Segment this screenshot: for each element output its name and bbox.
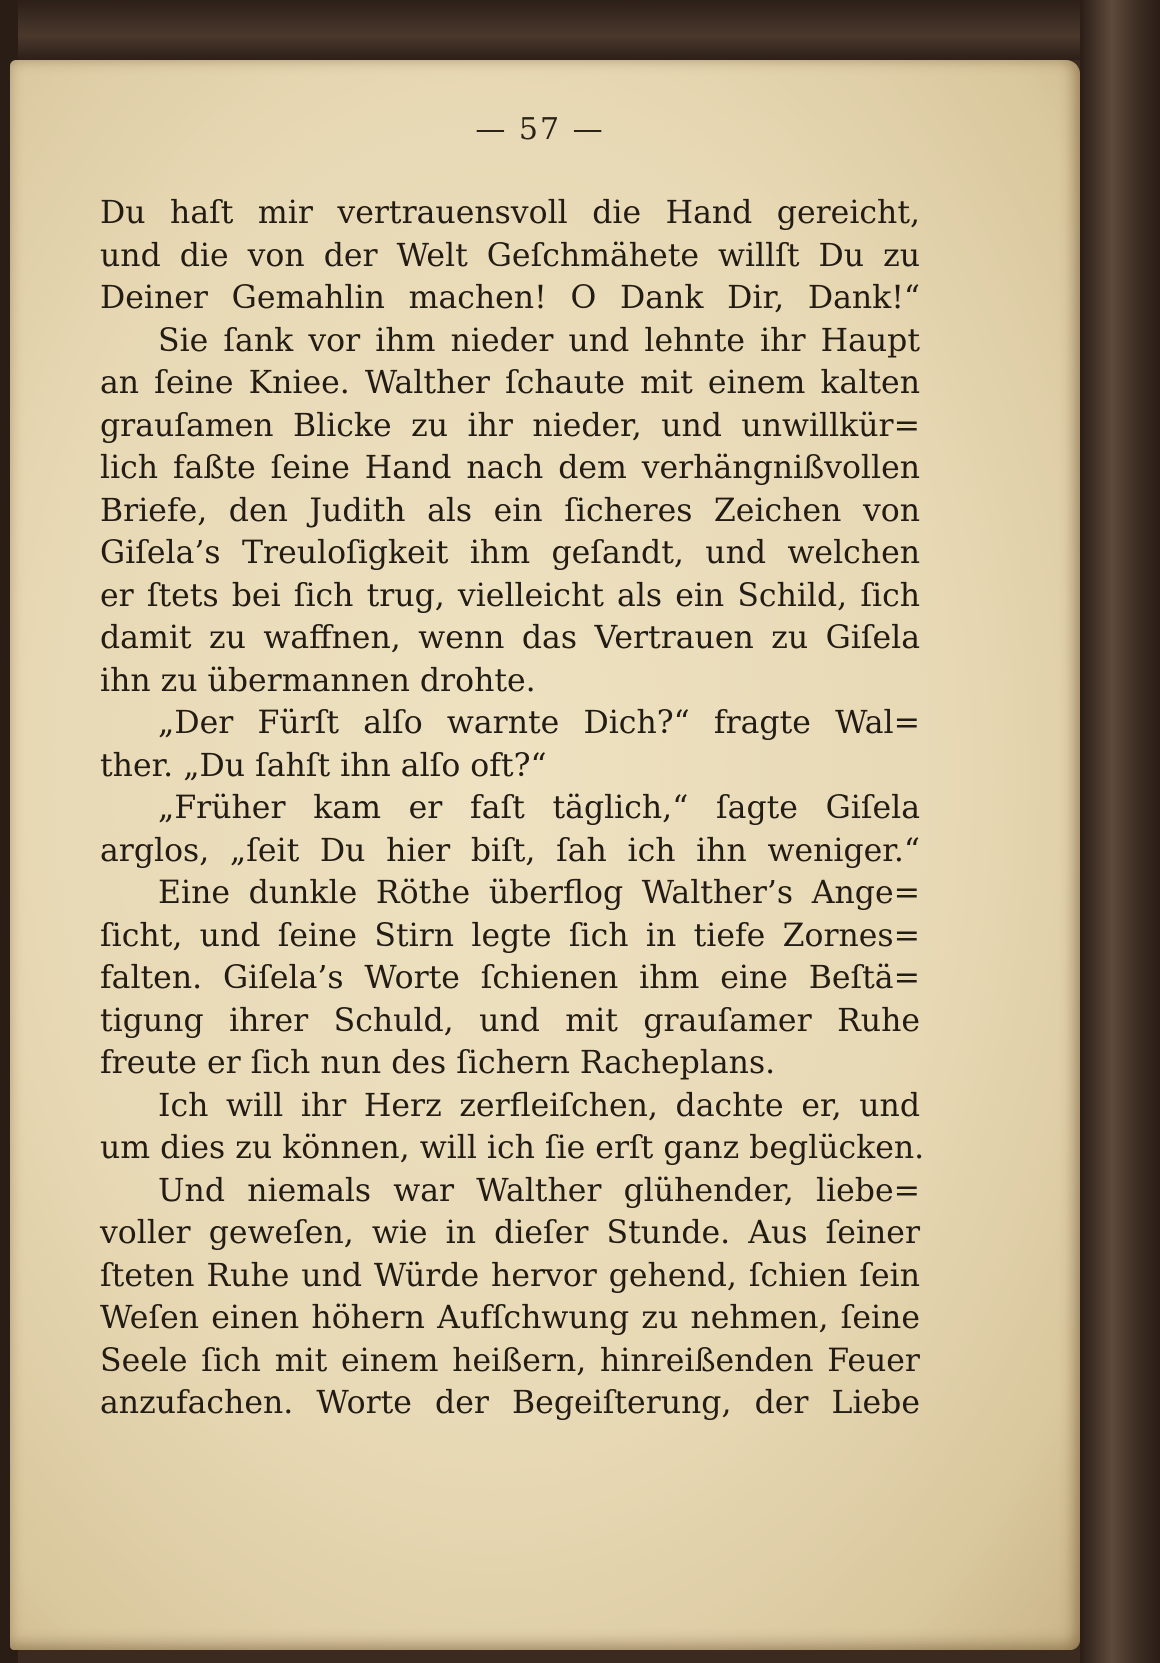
text-line: um dies zu können, will ich ſie erſt ganz beglücken. — [100, 1130, 925, 1166]
book-spine-right — [1080, 0, 1160, 1663]
text-line: grauſamen Blicke zu ihr nieder, und unwillkür= — [100, 407, 920, 444]
page-text — [100, 192, 925, 1425]
text-line: und die von der Welt Geſchmähete willſt Du zu — [100, 237, 920, 274]
text-line: Seele ſich mit einem heißern, hinreißenden Feuer — [100, 1342, 920, 1379]
text-line: Sie ſank vor ihm nieder und lehnte ihr Haupt — [158, 322, 920, 359]
text-line: er ſtets bei ſich trug, vielleicht als ein Schild, ſich — [100, 577, 920, 614]
text-line: „Der Fürſt alſo warnte Dich?“ fragte Wal= — [158, 705, 920, 741]
text-line: Deiner Gemahlin machen! O Dank Dir, Dank!“ — [100, 280, 920, 316]
text-line: ſteten Ruhe und Würde hervor gehend, ſchien ſein — [100, 1257, 920, 1294]
text-line: „Früher kam er faſt täglich,“ ſagte Giſela — [158, 790, 920, 826]
text-line: Und niemals war Walther glühender, liebe= — [158, 1172, 920, 1209]
text-line: an ſeine Kniee. Walther ſchaute mit einem kalten — [100, 365, 920, 401]
text-line: ſicht, und ſeine Stirn legte ſich in tiefe Zornes= — [100, 917, 920, 954]
text-line: freute er ſich nun des ſichern Racheplans. — [100, 1045, 776, 1081]
text-line: damit zu waffnen, wenn das Vertrauen zu Giſela — [100, 620, 920, 656]
book-cover-top — [0, 0, 1160, 60]
text-line: Weſen einen höhern Aufſchwung zu nehmen, ſeine — [100, 1300, 920, 1336]
text-line: ihn zu übermannen drohte. — [100, 662, 536, 699]
text-line: tigung ihrer Schuld, und mit grauſamer Ruhe — [100, 1002, 920, 1039]
text-line: arglos, „ſeit Du hier biſt, ſah ich ihn weniger.“ — [100, 832, 920, 869]
page-number: — 57 — — [475, 112, 605, 147]
text-line: Du haſt mir vertrauensvoll die Hand gereicht, — [100, 195, 920, 231]
text-line: anzufachen. Worte der Begeiſterung, der Liebe — [100, 1385, 920, 1421]
text-line: Briefe, den Judith als ein ſicheres Zeichen von — [100, 492, 920, 529]
text-line: voller geweſen, wie in dieſer Stunde. Aus ſeiner — [100, 1215, 920, 1251]
text-line: Giſela’s Treuloſigkeit ihm geſandt, und welchen — [100, 535, 920, 571]
text-line: Ich will ihr Herz zerfleiſchen, dachte er, und — [158, 1087, 920, 1124]
text-line: falten. Giſela’s Worte ſchienen ihm eine Beſtä= — [100, 960, 920, 996]
text-line: Eine dunkle Röthe überflog Walther’s Ange= — [158, 875, 920, 911]
text-line: lich faßte ſeine Hand nach dem verhängnißvollen — [100, 450, 920, 486]
text-line: ther. „Du ſahſt ihn alſo oft?“ — [100, 747, 547, 784]
